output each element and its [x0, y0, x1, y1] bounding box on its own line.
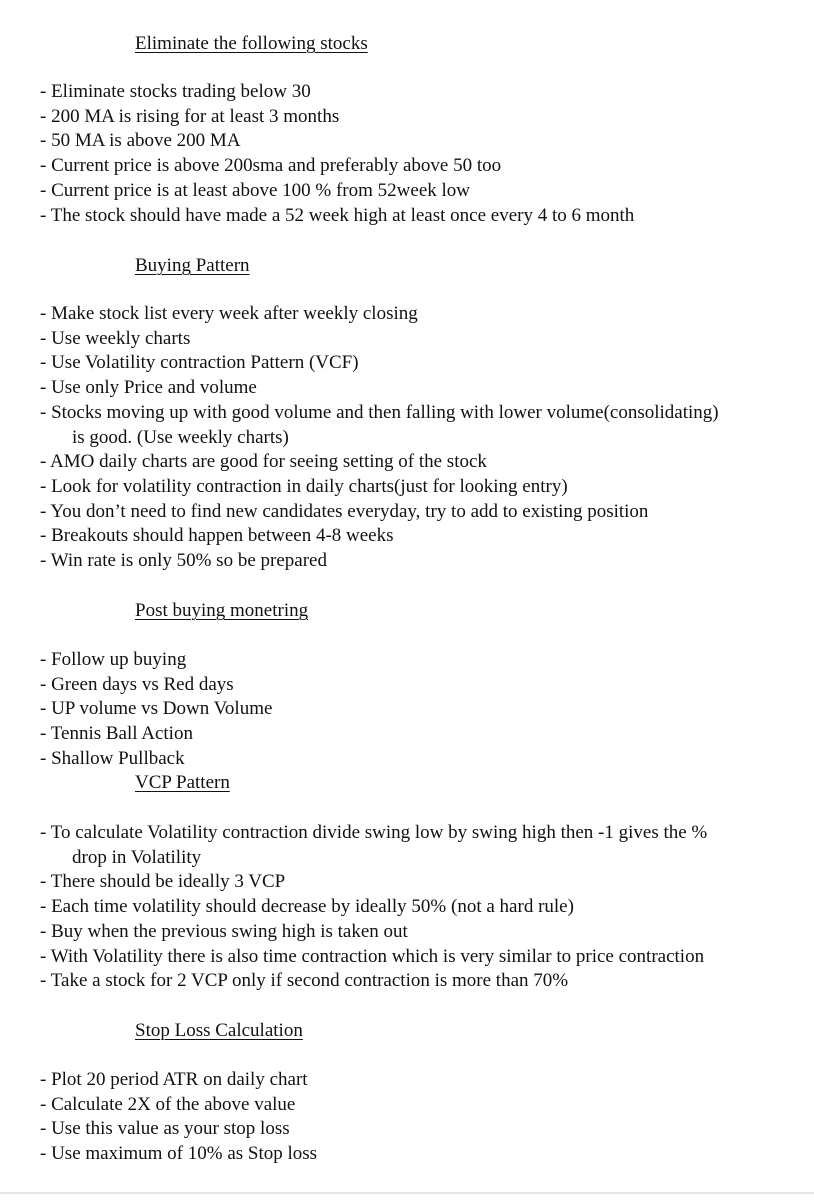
section-list-vcp-pattern: [40, 821, 810, 994]
list-item-continuation: is good. (Use weekly charts): [72, 426, 289, 448]
list-item: - The stock should have made a 52 week high at least once every 4 to 6 month: [40, 204, 635, 226]
list-item: - There should be ideally 3 VCP: [40, 871, 286, 893]
list-item: - Breakouts should happen between 4-8 weeks: [40, 525, 394, 547]
list-item: - Use Volatility contraction Pattern (VCF): [40, 352, 359, 374]
list-item: - Stocks moving up with good volume and then falling with lower volume(consolidating): [40, 401, 719, 423]
page-bottom-edge: [0, 1192, 814, 1194]
list-item: - Make stock list every week after weekly closing: [40, 303, 418, 324]
list-item: - Calculate 2X of the above value: [40, 1093, 296, 1115]
section-list-buying-pattern: [40, 302, 810, 574]
list-item: - Use maximum of 10% as Stop loss: [40, 1143, 318, 1165]
list-item: - 200 MA is rising for at least 3 months: [40, 105, 340, 127]
list-item: - Shallow Pullback: [40, 747, 185, 769]
list-item: - Current price is above 200sma and preferably above 50 too: [40, 155, 502, 177]
list-item: - Plot 20 period ATR on daily chart: [40, 1069, 308, 1090]
section-list-stop-loss: [40, 1068, 810, 1167]
section-heading-buying-pattern: Buying Pattern: [135, 255, 250, 276]
list-item: - Use weekly charts: [40, 327, 191, 349]
list-item-continuation: drop in Volatility: [72, 846, 202, 868]
list-item: - Green days vs Red days: [40, 673, 234, 695]
list-item: - Win rate is only 50% so be prepared: [40, 550, 327, 572]
list-item: - AMO daily charts are good for seeing setting of the stock: [40, 451, 487, 473]
section-heading-eliminate: Eliminate the following stocks: [135, 33, 368, 54]
list-item: - Use only Price and volume: [40, 377, 257, 399]
list-item: - Look for volatility contraction in daily charts(just for looking entry): [40, 475, 568, 497]
list-item: - Buy when the previous swing high is taken out: [40, 920, 408, 942]
section-heading-post-buying: Post buying monetring: [135, 600, 309, 621]
list-item: - Tennis Ball Action: [40, 723, 193, 745]
section-heading-stop-loss: Stop Loss Calculation: [135, 1020, 303, 1041]
section-list-post-buying: [40, 648, 810, 772]
section-heading-vcp-pattern: VCP Pattern: [135, 772, 230, 793]
list-item: - Use this value as your stop loss: [40, 1118, 290, 1140]
list-item: - Eliminate stocks trading below 30: [40, 81, 311, 102]
list-item: - Current price is at least above 100 % from 52week low: [40, 179, 471, 201]
list-item: - UP volume vs Down Volume: [40, 698, 273, 720]
list-item: - Take a stock for 2 VCP only if second contraction is more than 70%: [40, 970, 569, 992]
list-item: - To calculate Volatility contraction divide swing low by swing high then -1 gives the %: [40, 822, 708, 843]
list-item: - Follow up buying: [40, 649, 187, 670]
list-item: - Each time volatility should decrease by ideally 50% (not a hard rule): [40, 896, 574, 918]
list-item: - You don’t need to find new candidates everyday, try to add to existing position: [40, 500, 649, 522]
list-item: - With Volatility there is also time contraction which is very similar to price contraction: [40, 945, 705, 967]
list-item: - 50 MA is above 200 MA: [40, 130, 241, 152]
section-list-eliminate: [40, 80, 810, 228]
